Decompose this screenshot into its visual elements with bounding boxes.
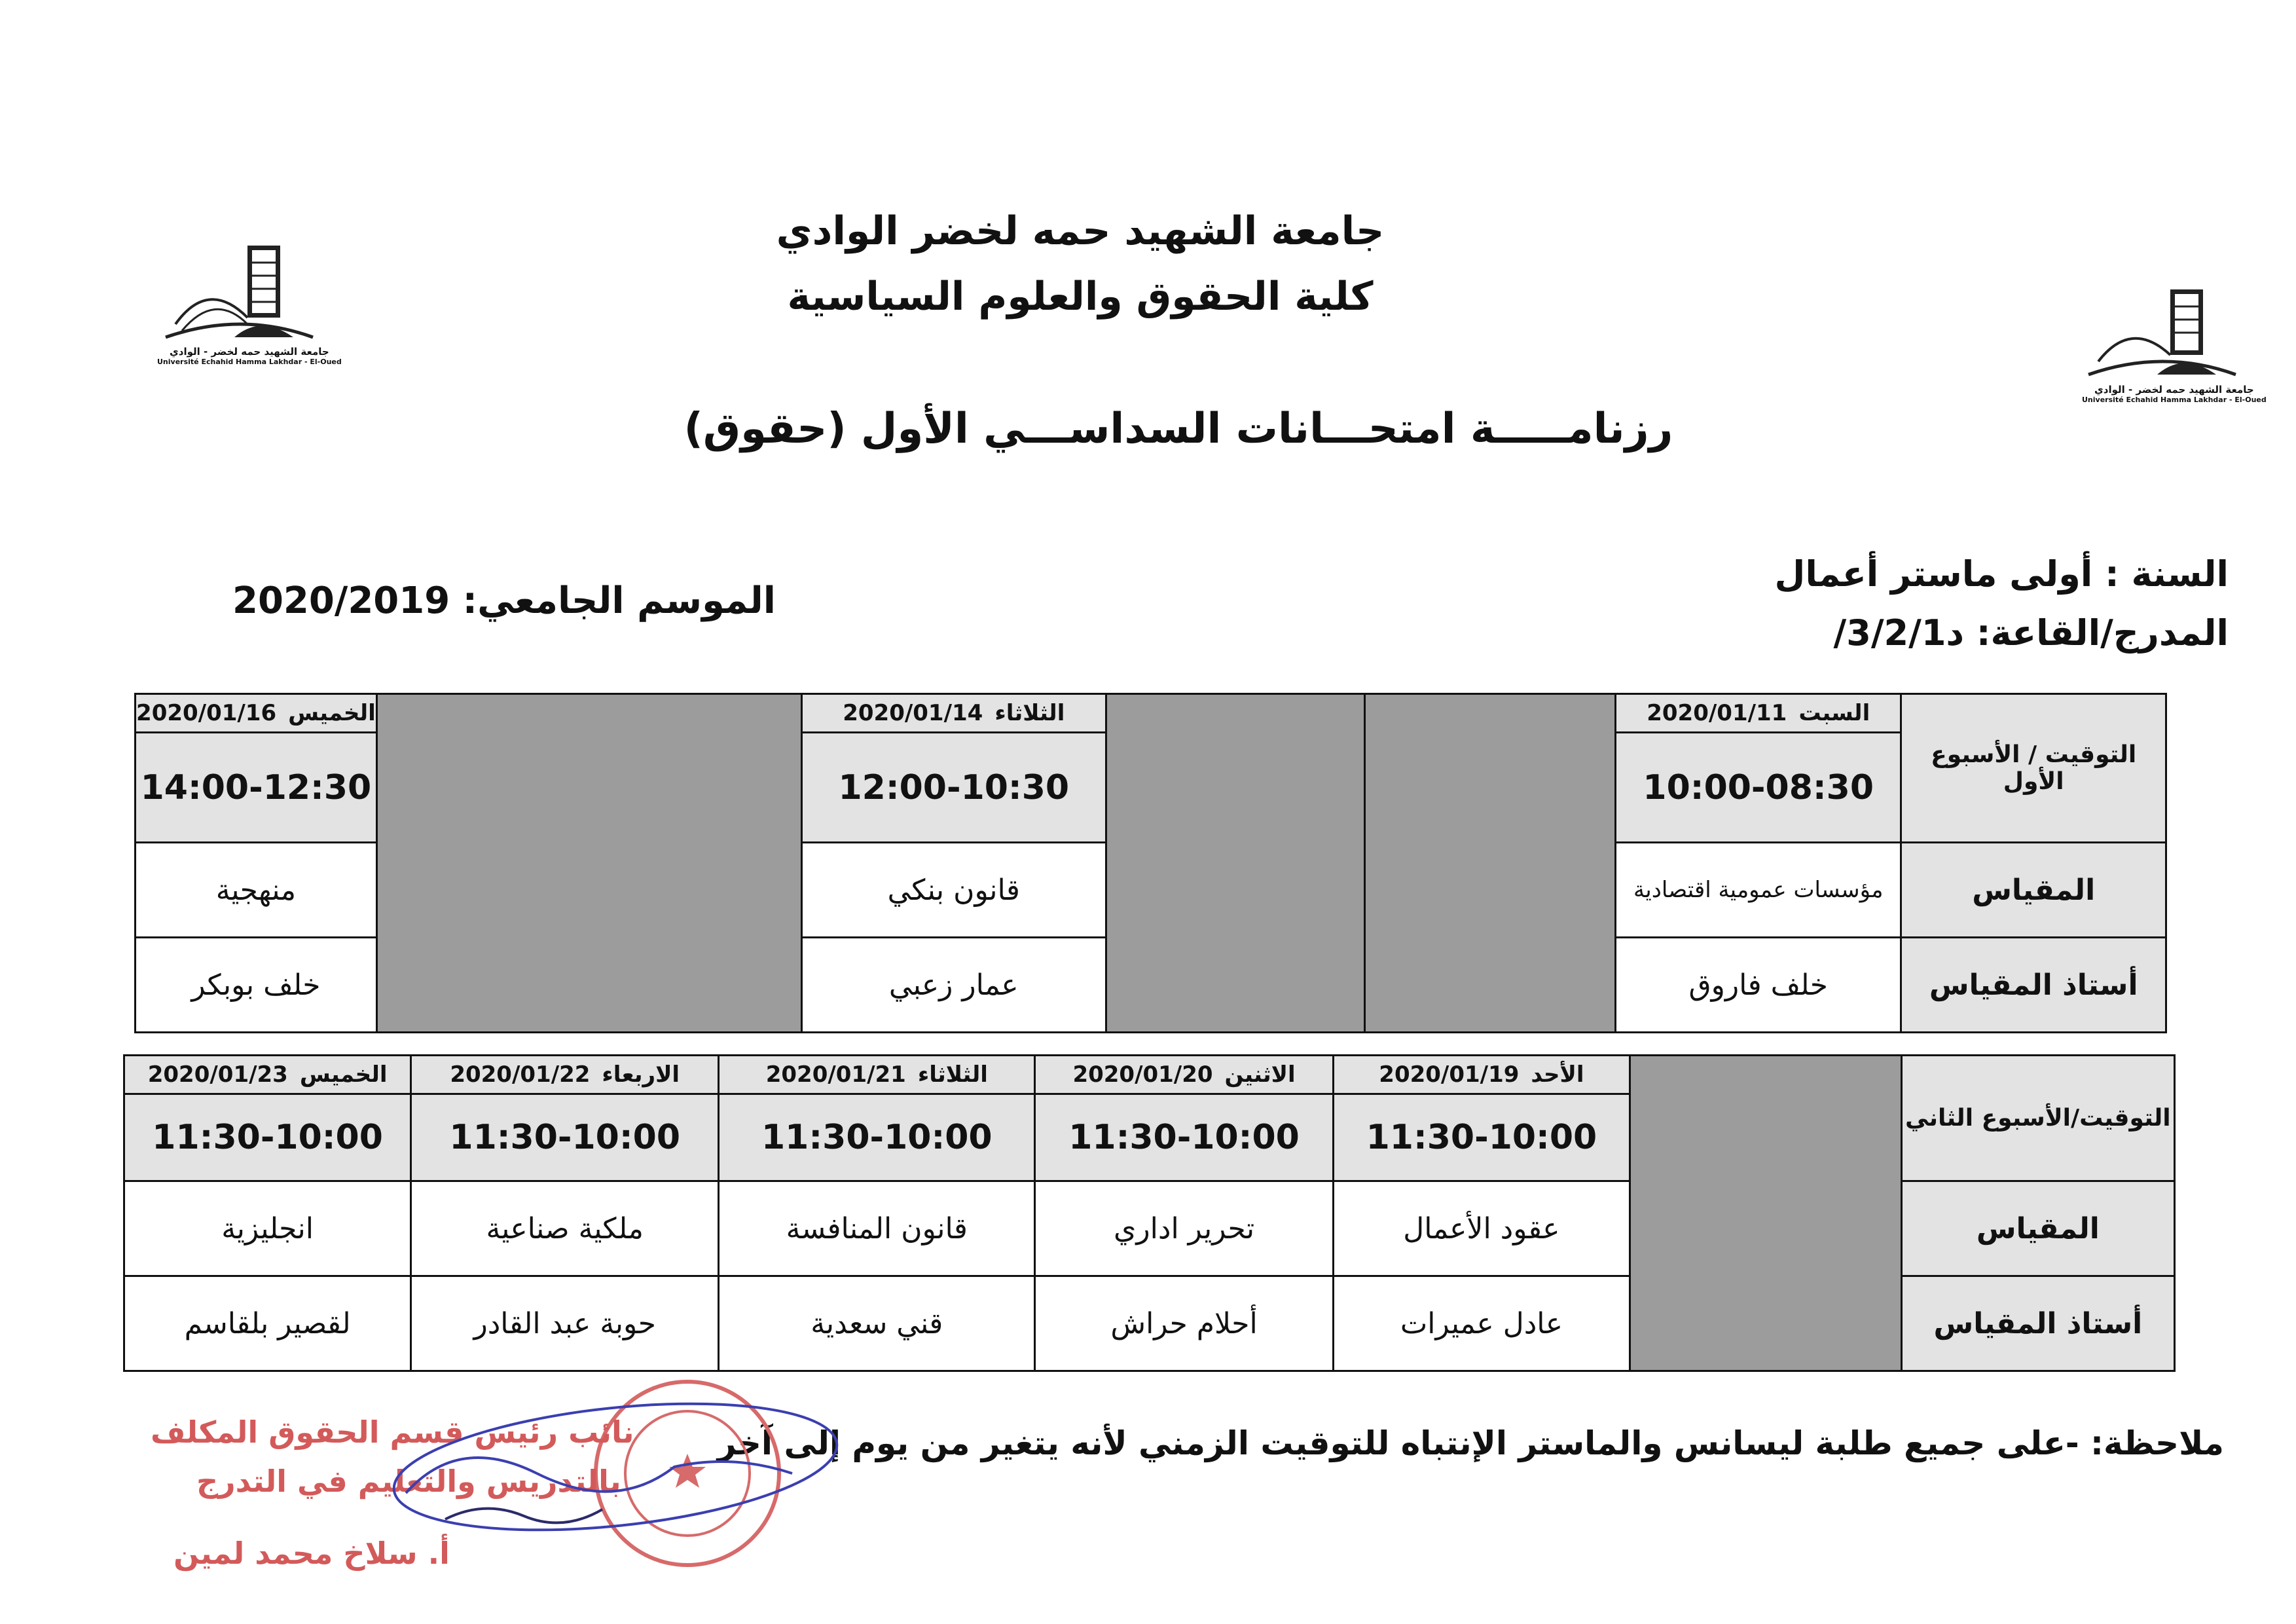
week1-professor-label: أستاذ المقياس: [1901, 938, 2166, 1033]
academic-year-level: السنة : أولى ماستر أعمال: [1774, 553, 2229, 595]
academic-season: [232, 580, 776, 622]
week1-schedule-table: [134, 693, 2167, 1033]
week2-day-5: الاربعاء2020/01/22: [411, 1056, 719, 1094]
university-name: جامعة الشهيد حمه لخضر الوادي: [776, 208, 1385, 254]
season-value: 2020/2019: [232, 580, 450, 622]
week2-subject-4: قانون المنافسة: [719, 1181, 1035, 1276]
week2-time-4: 11:30-10:00: [719, 1094, 1035, 1181]
week2-schedule-table: [123, 1054, 2176, 1372]
week1-subject-4: قانون بنكي: [801, 843, 1106, 938]
logo-caption-left: جامعة الشهيد حمه لخضر - الوادي Université Echahid Hamma Lakhdar - El-Oued: [157, 346, 342, 366]
week1-professor-6: خلف بوبكر: [136, 938, 377, 1033]
week1-empty-col-2: [1365, 694, 1616, 1033]
week2-time-2: 11:30-10:00: [1333, 1094, 1630, 1181]
week1-empty-col-5: [376, 694, 801, 1033]
week2-time-3: 11:30-10:00: [1035, 1094, 1333, 1181]
week1-professor-4: عمار زعبي: [801, 938, 1106, 1033]
document-title: رزنامـــــة امتحـــانات السداســـي الأول (حقوق): [683, 405, 1673, 453]
week2-professor-5: حوبة عبد القادر: [411, 1276, 719, 1371]
exam-note: ملاحظة: -على جميع طلبة ليسانس والماستر الإنتباه للتوقيت الزمني لأنه يتغير من يوم إلى آخر: [717, 1424, 2224, 1462]
week2-professor-6: لقصير بلقاسم: [124, 1276, 411, 1371]
week2-time-5: 11:30-10:00: [411, 1094, 719, 1181]
week2-day-4: الثلاثاء2020/01/21: [719, 1056, 1035, 1094]
week1-time-1: 10:00-08:30: [1616, 733, 1901, 843]
logo-caption-right: جامعة الشهيد حمه لخضر - الوادي Université Echahid Hamma Lakhdar - El-Oued: [2082, 384, 2267, 404]
signature-title-line1: نائب رئيس قسم الحقوق المكلف: [151, 1414, 634, 1450]
season-label: الموسم الجامعي:: [462, 580, 776, 622]
week1-subject-6: منهجية: [136, 843, 377, 938]
week1-day-4: الثلاثاء2020/01/14: [801, 694, 1106, 733]
week1-time-label: التوقيت / الأسبوع الأول: [1901, 694, 2166, 843]
week2-time-label: التوقيت/الأسبوع الثاني: [1901, 1056, 2174, 1181]
week2-day-2: الأحد2020/01/19: [1333, 1056, 1630, 1094]
week1-professor-1: خلف فاروق: [1616, 938, 1901, 1033]
week1-day-1: السبت2020/01/11: [1616, 694, 1901, 733]
week2-professor-3: أحلام حراش: [1035, 1276, 1333, 1371]
week2-subject-3: تحرير اداري: [1035, 1181, 1333, 1276]
faculty-name: كلية الحقوق والعلوم السياسية: [787, 274, 1374, 320]
signature-title-line2: بالتدريس والتعليم في التدرج: [196, 1464, 621, 1499]
signature-name: أ. سلاخ محمد لمين: [173, 1536, 450, 1571]
week2-professor-4: قني سعدية: [719, 1276, 1035, 1371]
week1-subject-label: المقياس: [1901, 843, 2166, 938]
university-logo-left: [162, 239, 319, 363]
week2-subject-6: انجليزية: [124, 1181, 411, 1276]
handwritten-signature: [367, 1395, 864, 1565]
week1-subject-1: مؤسسات عمومية اقتصادية: [1616, 843, 1901, 938]
week2-empty-col-1: [1630, 1056, 1902, 1371]
week1-time-6: 14:00-12:30: [136, 733, 377, 843]
week2-day-3: الاثنين2020/01/20: [1035, 1056, 1333, 1094]
week1-time-4: 12:00-10:30: [801, 733, 1106, 843]
week2-professor-2: عادل عميرات: [1333, 1276, 1630, 1371]
week1-empty-col-3: [1106, 694, 1364, 1033]
week2-subject-5: ملكية صناعية: [411, 1181, 719, 1276]
exam-room: المدرج/القاعة: د3/2/1/: [1833, 612, 2229, 654]
week2-time-6: 11:30-10:00: [124, 1094, 411, 1181]
week2-professor-label: أستاذ المقياس: [1901, 1276, 2174, 1371]
week2-subject-2: عقود الأعمال: [1333, 1181, 1630, 1276]
week2-subject-label: المقياس: [1901, 1181, 2174, 1276]
week1-day-6: الخميس2020/01/16: [136, 694, 377, 733]
week2-day-6: الخميس2020/01/23: [124, 1056, 411, 1094]
